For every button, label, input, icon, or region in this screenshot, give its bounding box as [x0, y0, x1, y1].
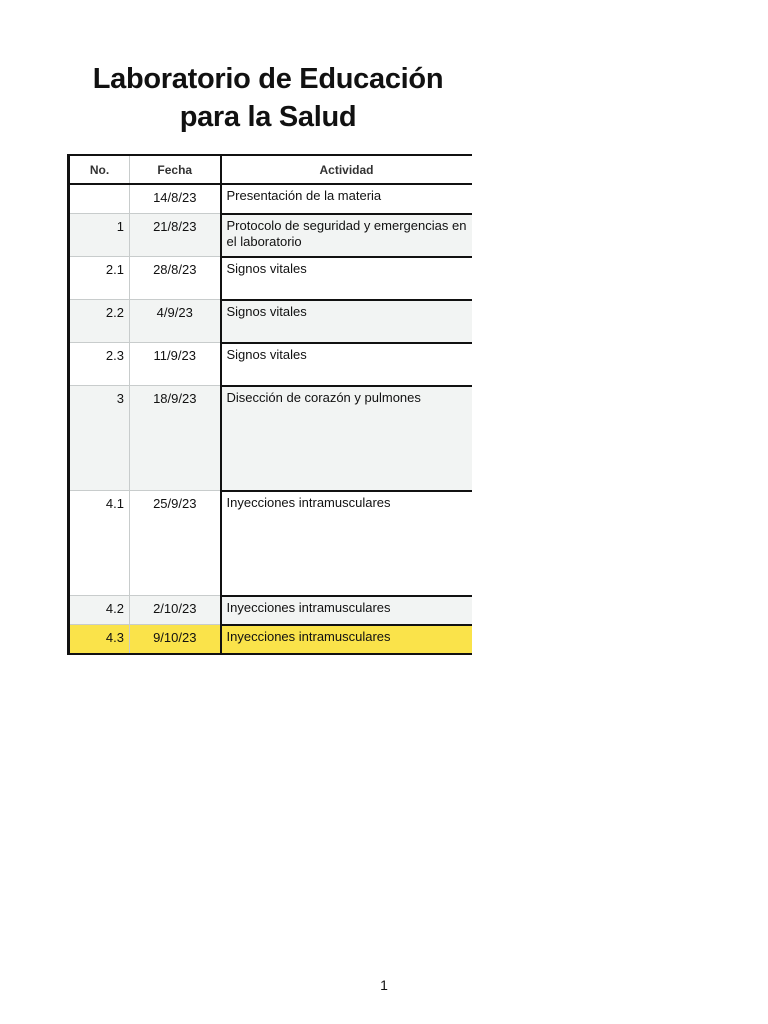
cell-activity: Presentación de la materia — [221, 184, 472, 214]
cell-no: 1 — [69, 214, 130, 257]
cell-no: 4.1 — [69, 491, 130, 596]
table-header-row — [69, 155, 472, 184]
cell-no: 2.1 — [69, 257, 130, 300]
cell-no: 3 — [69, 386, 130, 491]
schedule-table — [67, 154, 472, 655]
cell-no: 4.3 — [69, 625, 130, 655]
cell-activity: Protocolo de seguridad y emergencias en el laboratorio — [221, 214, 472, 257]
cell-date: 28/8/23 — [130, 257, 221, 300]
cell-activity: Disección de corazón y pulmones — [221, 386, 472, 491]
cell-date: 21/8/23 — [130, 214, 221, 257]
cell-activity: Inyecciones intramusculares — [221, 625, 472, 655]
table-row — [69, 596, 472, 625]
cell-activity: Inyecciones intramusculares — [221, 596, 472, 625]
table-row — [69, 300, 472, 343]
cell-activity: Signos vitales — [221, 343, 472, 386]
cell-no: 2.3 — [69, 343, 130, 386]
header-activity: Actividad — [221, 155, 472, 184]
table-row — [69, 214, 472, 257]
header-no: No. — [69, 155, 130, 184]
cell-no — [69, 184, 130, 214]
cell-activity: Signos vitales — [221, 300, 472, 343]
page-title-line-1: Laboratorio de Educación — [92, 63, 444, 95]
cell-date: 18/9/23 — [130, 386, 221, 491]
header-date: Fecha — [130, 155, 221, 184]
cell-activity: Signos vitales — [221, 257, 472, 300]
table-row — [69, 257, 472, 300]
table-row-highlighted — [69, 625, 472, 655]
page-title-line-2: para la Salud — [179, 101, 357, 133]
table-row — [69, 184, 472, 214]
table-row — [69, 386, 472, 491]
cell-date: 25/9/23 — [130, 491, 221, 596]
cell-date: 9/10/23 — [130, 625, 221, 655]
cell-date: 2/10/23 — [130, 596, 221, 625]
page-number: 1 — [380, 977, 388, 993]
table-row — [69, 343, 472, 386]
page-title — [60, 60, 476, 136]
cell-date: 11/9/23 — [130, 343, 221, 386]
cell-no: 2.2 — [69, 300, 130, 343]
cell-date: 4/9/23 — [130, 300, 221, 343]
cell-activity: Inyecciones intramusculares — [221, 491, 472, 596]
cell-no: 4.2 — [69, 596, 130, 625]
cell-date: 14/8/23 — [130, 184, 221, 214]
table-row — [69, 491, 472, 596]
